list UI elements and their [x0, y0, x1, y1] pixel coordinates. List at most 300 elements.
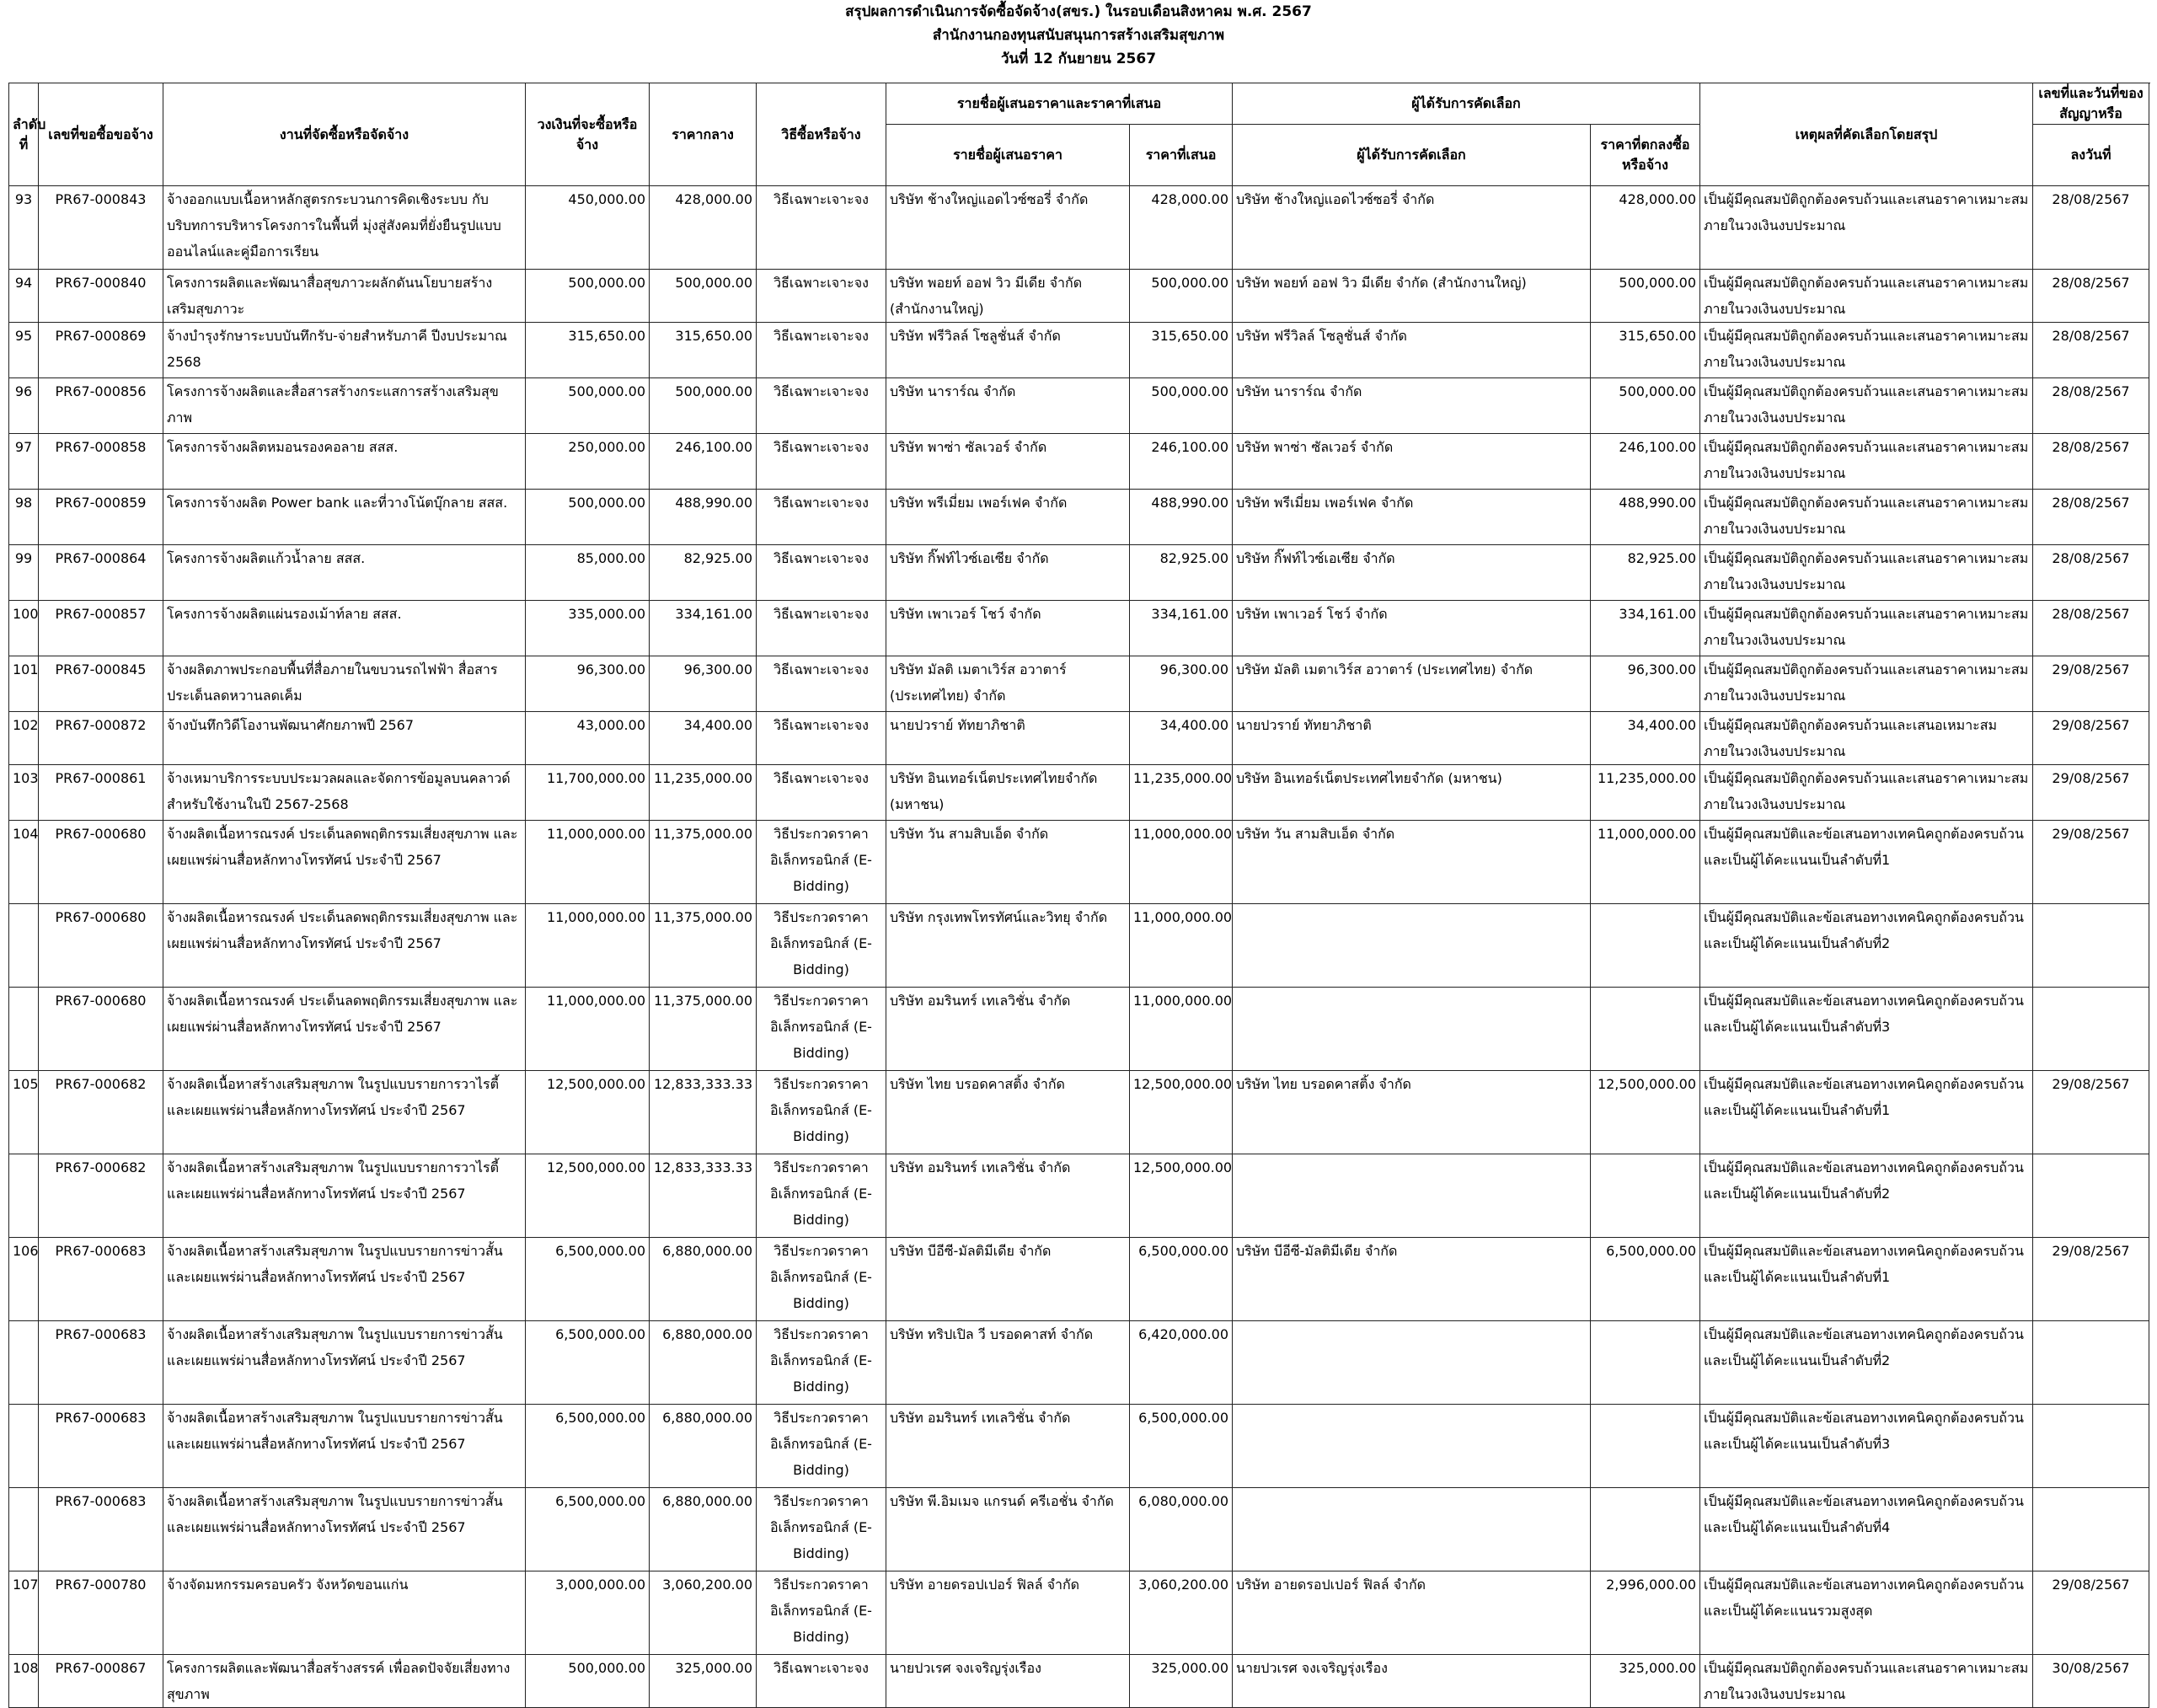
cell-agreed-price: 334,161.00: [1591, 601, 1700, 656]
cell-work: จ้างจัดมหกรรมครอบครัว จังหวัดขอนแก่น: [163, 1571, 526, 1655]
cell-bid-price: 6,500,000.00: [1130, 1238, 1233, 1321]
cell-no: [9, 904, 39, 988]
cell-bid-price: 6,080,000.00: [1130, 1488, 1233, 1571]
cell-median-price: 96,300.00: [650, 656, 757, 712]
cell-pr-number: PR67-000843: [39, 186, 163, 270]
cell-agreed-price: 82,925.00: [1591, 545, 1700, 601]
cell-no: [9, 1405, 39, 1488]
cell-work: จ้างผลิตเนื้อหารณรงค์ ประเด็นลดพฤติกรรมเสี่ยงสุขภาพ และเผยแพร่ผ่านสื่อหลักทางโทรทัศน์ ประจำปี 2567: [163, 904, 526, 988]
header-winner: ผู้ได้รับการคัดเลือก: [1233, 125, 1591, 186]
cell-budget: 500,000.00: [526, 490, 650, 545]
cell-budget: 500,000.00: [526, 270, 650, 323]
header-median: ราคากลาง: [650, 83, 757, 186]
cell-pr-number: PR67-000858: [39, 434, 163, 490]
cell-work: จ้างผลิตเนื้อหาสร้างเสริมสุขภาพ ในรูปแบบรายการข่าวสั้นและเผยแพร่ผ่านสื่อหลักทางโทรทัศน์ ประจำปี 2567: [163, 1321, 526, 1405]
cell-agreed-price: 246,100.00: [1591, 434, 1700, 490]
cell-contract-date: 29/08/2567: [2033, 656, 2149, 712]
cell-reason: เป็นผู้มีคุณสมบัติและข้อเสนอทางเทคนิคถูกต้องครบถ้วนและเป็นผู้ได้คะแนนเป็นลำดับที่1: [1700, 1238, 2033, 1321]
table-row: [9, 712, 2149, 765]
report-title: สรุปผลการดำเนินการจัดซื้อจัดจ้าง(สขร.) ในรอบเดือนสิงหาคม พ.ศ. 2567: [845, 3, 1312, 20]
cell-reason: เป็นผู้มีคุณสมบัติถูกต้องครบถ้วนและเสนอราคาเหมาะสมภายในวงเงินงบประมาณ: [1700, 270, 2033, 323]
cell-bidder: บริษัท ทริปเปิล วี บรอดคาสท์ จำกัด: [886, 1321, 1130, 1405]
cell-bidder: บริษัท บีอีซี-มัลติมีเดีย จำกัด: [886, 1238, 1130, 1321]
cell-work: โครงการผลิตและพัฒนาสื่อสร้างสรรค์ เพื่อลดปัจจัยเสี่ยงทางสุขภาพ: [163, 1655, 526, 1708]
cell-bid-price: 34,400.00: [1130, 712, 1233, 765]
cell-bid-price: 11,235,000.00: [1130, 765, 1233, 821]
cell-work: จ้างผลิตเนื้อหาสร้างเสริมสุขภาพ ในรูปแบบรายการข่าวสั้นและเผยแพร่ผ่านสื่อหลักทางโทรทัศน์ ประจำปี 2567: [163, 1488, 526, 1571]
cell-reason: เป็นผู้มีคุณสมบัติถูกต้องครบถ้วนและเสนอเหมาะสมภายในวงเงินงบประมาณ: [1700, 712, 2033, 765]
cell-bidder: บริษัท กรุงเทพโทรทัศน์และวิทยุ จำกัด: [886, 904, 1130, 988]
cell-pr-number: PR67-000780: [39, 1571, 163, 1655]
table-row: [9, 765, 2149, 821]
cell-median-price: 11,375,000.00: [650, 821, 757, 904]
cell-budget: 6,500,000.00: [526, 1405, 650, 1488]
cell-reason: เป็นผู้มีคุณสมบัติและข้อเสนอทางเทคนิคถูกต้องครบถ้วนและเป็นผู้ได้คะแนนเป็นลำดับที่2: [1700, 1321, 2033, 1405]
cell-budget: 315,650.00: [526, 323, 650, 378]
cell-no: 98: [9, 490, 39, 545]
cell-median-price: 334,161.00: [650, 601, 757, 656]
cell-bid-price: 6,420,000.00: [1130, 1321, 1233, 1405]
cell-budget: 335,000.00: [526, 601, 650, 656]
cell-bidder: นายปวราย์ ทัทยาภิชาติ: [886, 712, 1130, 765]
cell-reason: เป็นผู้มีคุณสมบัติถูกต้องครบถ้วนและเสนอราคาเหมาะสมภายในวงเงินงบประมาณ: [1700, 434, 2033, 490]
cell-winner: [1233, 988, 1591, 1071]
cell-no: 105: [9, 1071, 39, 1154]
report-date: วันที่ 12 กันยายน 2567: [1000, 51, 1157, 67]
cell-bid-price: 82,925.00: [1130, 545, 1233, 601]
cell-reason: เป็นผู้มีคุณสมบัติถูกต้องครบถ้วนและเสนอราคาเหมาะสมภายในวงเงินงบประมาณ: [1700, 765, 2033, 821]
cell-budget: 450,000.00: [526, 186, 650, 270]
cell-contract-date: 29/08/2567: [2033, 1238, 2149, 1321]
cell-method: วิธีประกวดราคาอิเล็กทรอนิกส์ (E-Bidding): [757, 1488, 886, 1571]
cell-reason: เป็นผู้มีคุณสมบัติถูกต้องครบถ้วนและเสนอราคาเหมาะสมภายในวงเงินงบประมาณ: [1700, 323, 2033, 378]
cell-pr-number: PR67-000857: [39, 601, 163, 656]
cell-median-price: 12,833,333.33: [650, 1154, 757, 1238]
table-row: [9, 821, 2149, 904]
cell-pr-number: PR67-000856: [39, 378, 163, 434]
cell-bidder: นายปวเรศ จงเจริญรุ่งเรือง: [886, 1655, 1130, 1708]
cell-budget: 6,500,000.00: [526, 1321, 650, 1405]
header-no: ลำดับที่: [9, 83, 39, 186]
cell-reason: เป็นผู้มีคุณสมบัติถูกต้องครบถ้วนและเสนอราคาเหมาะสมภายในวงเงินงบประมาณ: [1700, 186, 2033, 270]
cell-work: จ้างออกแบบเนื้อหาหลักสูตรกระบวนการคิดเชิงระบบ กับบริบทการบริหารโครงการในพื้นที่ มุ่งสู่สังคมที่ยั่งยืนรูปแบบออนไลน์และคู่มือการเรียน: [163, 186, 526, 270]
cell-median-price: 82,925.00: [650, 545, 757, 601]
cell-winner: [1233, 1154, 1591, 1238]
cell-reason: เป็นผู้มีคุณสมบัติและข้อเสนอทางเทคนิคถูกต้องครบถ้วนและเป็นผู้ได้คะแนนเป็นลำดับที่3: [1700, 988, 2033, 1071]
cell-reason: เป็นผู้มีคุณสมบัติถูกต้องครบถ้วนและเสนอราคาเหมาะสมภายในวงเงินงบประมาณ: [1700, 656, 2033, 712]
cell-budget: 11,000,000.00: [526, 904, 650, 988]
cell-method: วิธีเฉพาะเจาะจง: [757, 323, 886, 378]
cell-bidder: บริษัท เพาเวอร์ โชว์ จำกัด: [886, 601, 1130, 656]
cell-no: 106: [9, 1238, 39, 1321]
cell-agreed-price: 34,400.00: [1591, 712, 1700, 765]
cell-winner: [1233, 1405, 1591, 1488]
cell-method: วิธีประกวดราคาอิเล็กทรอนิกส์ (E-Bidding): [757, 1321, 886, 1405]
cell-budget: 6,500,000.00: [526, 1488, 650, 1571]
cell-median-price: 315,650.00: [650, 323, 757, 378]
cell-winner: บริษัท มัลติ เมตาเวิร์ส อวาตาร์ (ประเทศไทย) จำกัด: [1233, 656, 1591, 712]
cell-budget: 11,000,000.00: [526, 821, 650, 904]
cell-work: จ้างผลิตเนื้อหารณรงค์ ประเด็นลดพฤติกรรมเสี่ยงสุขภาพ และเผยแพร่ผ่านสื่อหลักทางโทรทัศน์ ประจำปี 2567: [163, 988, 526, 1071]
header-reason: เหตุผลที่คัดเลือกโดยสรุป: [1700, 83, 2033, 186]
table-row: [9, 1655, 2149, 1708]
cell-agreed-price: 2,996,000.00: [1591, 1571, 1700, 1655]
cell-winner: บริษัท อายดรอปเปอร์ ฟิลล์ จำกัด: [1233, 1571, 1591, 1655]
cell-winner: บริษัท เพาเวอร์ โชว์ จำกัด: [1233, 601, 1591, 656]
cell-method: วิธีเฉพาะเจาะจง: [757, 1655, 886, 1708]
cell-contract-date: [2033, 1488, 2149, 1571]
cell-pr-number: PR67-000683: [39, 1488, 163, 1571]
table-row: [9, 904, 2149, 988]
cell-median-price: 488,990.00: [650, 490, 757, 545]
cell-bidder: บริษัท ช้างใหญ่แอดไวซ์ซอรี่ จำกัด: [886, 186, 1130, 270]
cell-agreed-price: [1591, 1405, 1700, 1488]
document-header: [0, 0, 2157, 71]
cell-contract-date: 28/08/2567: [2033, 378, 2149, 434]
cell-pr-number: PR67-000840: [39, 270, 163, 323]
table-row: [9, 1488, 2149, 1571]
cell-reason: เป็นผู้มีคุณสมบัติถูกต้องครบถ้วนและเสนอราคาเหมาะสมภายในวงเงินงบประมาณ: [1700, 545, 2033, 601]
cell-winner: บริษัท พรีเมี่ยม เพอร์เฟค จำกัด: [1233, 490, 1591, 545]
cell-contract-date: 29/08/2567: [2033, 1071, 2149, 1154]
cell-no: 94: [9, 270, 39, 323]
cell-reason: เป็นผู้มีคุณสมบัติและข้อเสนอทางเทคนิคถูกต้องครบถ้วนและเป็นผู้ได้คะแนนเป็นลำดับที่2: [1700, 904, 2033, 988]
table-row: [9, 601, 2149, 656]
cell-bid-price: 325,000.00: [1130, 1655, 1233, 1708]
cell-pr-number: PR67-000845: [39, 656, 163, 712]
cell-bidder: บริษัท พรีเมี่ยม เพอร์เฟค จำกัด: [886, 490, 1130, 545]
cell-method: วิธีเฉพาะเจาะจง: [757, 270, 886, 323]
cell-pr-number: PR67-000683: [39, 1321, 163, 1405]
cell-budget: 11,000,000.00: [526, 988, 650, 1071]
table-row: [9, 1154, 2149, 1238]
cell-method: วิธีประกวดราคาอิเล็กทรอนิกส์ (E-Bidding): [757, 1071, 886, 1154]
header-contract-date: ลงวันที่: [2033, 125, 2149, 186]
cell-agreed-price: 11,235,000.00: [1591, 765, 1700, 821]
cell-median-price: 246,100.00: [650, 434, 757, 490]
cell-winner: บริษัท อินเทอร์เน็ตประเทศไทยจำกัด (มหาชน): [1233, 765, 1591, 821]
cell-work: จ้างผลิตเนื้อหารณรงค์ ประเด็นลดพฤติกรรมเสี่ยงสุขภาพ และเผยแพร่ผ่านสื่อหลักทางโทรทัศน์ ประจำปี 2567: [163, 821, 526, 904]
cell-work: จ้างผลิตเนื้อหาสร้างเสริมสุขภาพ ในรูปแบบรายการวาไรตี้ และเผยแพร่ผ่านสื่อหลักทางโทรทัศน์ ประจำปี 2567: [163, 1154, 526, 1238]
cell-bidder: บริษัท อมรินทร์ เทเลวิชั่น จำกัด: [886, 988, 1130, 1071]
cell-bid-price: 96,300.00: [1130, 656, 1233, 712]
cell-budget: 6,500,000.00: [526, 1238, 650, 1321]
cell-method: วิธีเฉพาะเจาะจง: [757, 378, 886, 434]
cell-pr-number: PR67-000680: [39, 821, 163, 904]
cell-no: 93: [9, 186, 39, 270]
cell-winner: บริษัท พาซ่า ซัลเวอร์ จำกัด: [1233, 434, 1591, 490]
cell-reason: เป็นผู้มีคุณสมบัติถูกต้องครบถ้วนและเสนอราคาเหมาะสมภายในวงเงินงบประมาณ: [1700, 378, 2033, 434]
table-body: [9, 186, 2149, 1708]
cell-no: 97: [9, 434, 39, 490]
cell-no: 99: [9, 545, 39, 601]
cell-budget: 96,300.00: [526, 656, 650, 712]
cell-work: จ้างผลิตภาพประกอบพื้นที่สื่อภายในขบวนรถไฟฟ้า สื่อสารประเด็นลดหวานลดเค็ม: [163, 656, 526, 712]
cell-contract-date: 28/08/2567: [2033, 434, 2149, 490]
cell-reason: เป็นผู้มีคุณสมบัติและข้อเสนอทางเทคนิคถูกต้องครบถ้วนและเป็นผู้ได้คะแนนเป็นลำดับที่2: [1700, 1154, 2033, 1238]
cell-reason: เป็นผู้มีคุณสมบัติและข้อเสนอทางเทคนิคถูกต้องครบถ้วนและเป็นผู้ได้คะแนนรวมสูงสุด: [1700, 1571, 2033, 1655]
cell-median-price: 3,060,200.00: [650, 1571, 757, 1655]
table-row: [9, 988, 2149, 1071]
cell-pr-number: PR67-000867: [39, 1655, 163, 1708]
cell-reason: เป็นผู้มีคุณสมบัติและข้อเสนอทางเทคนิคถูกต้องครบถ้วนและเป็นผู้ได้คะแนนเป็นลำดับที่4: [1700, 1488, 2033, 1571]
cell-bid-price: 12,500,000.00: [1130, 1071, 1233, 1154]
cell-bidder: บริษัท พาซ่า ซัลเวอร์ จำกัด: [886, 434, 1130, 490]
cell-work: โครงการผลิตและพัฒนาสื่อสุขภาวะผลักดันนโยบายสร้างเสริมสุขภาวะ: [163, 270, 526, 323]
cell-method: วิธีเฉพาะเจาะจง: [757, 712, 886, 765]
cell-median-price: 12,833,333.33: [650, 1071, 757, 1154]
cell-pr-number: PR67-000859: [39, 490, 163, 545]
cell-budget: 85,000.00: [526, 545, 650, 601]
cell-agreed-price: 500,000.00: [1591, 378, 1700, 434]
cell-median-price: 6,880,000.00: [650, 1405, 757, 1488]
cell-pr-number: PR67-000872: [39, 712, 163, 765]
cell-method: วิธีประกวดราคาอิเล็กทรอนิกส์ (E-Bidding): [757, 1405, 886, 1488]
table-row: [9, 1321, 2149, 1405]
cell-pr-number: PR67-000869: [39, 323, 163, 378]
cell-winner: บริษัท ช้างใหญ่แอดไวซ์ซอรี่ จำกัด: [1233, 186, 1591, 270]
cell-winner: [1233, 904, 1591, 988]
cell-pr-number: PR67-000683: [39, 1238, 163, 1321]
cell-bid-price: 11,000,000.00: [1130, 988, 1233, 1071]
cell-bid-price: 428,000.00: [1130, 186, 1233, 270]
cell-bid-price: 334,161.00: [1130, 601, 1233, 656]
cell-agreed-price: [1591, 1488, 1700, 1571]
table-row: [9, 1238, 2149, 1321]
cell-budget: 250,000.00: [526, 434, 650, 490]
cell-bid-price: 11,000,000.00: [1130, 904, 1233, 988]
cell-contract-date: 29/08/2567: [2033, 765, 2149, 821]
cell-bid-price: 500,000.00: [1130, 270, 1233, 323]
cell-bidder: บริษัท วัน สามสิบเอ็ด จำกัด: [886, 821, 1130, 904]
cell-median-price: 34,400.00: [650, 712, 757, 765]
cell-no: 104: [9, 821, 39, 904]
header-bidders-group: รายชื่อผู้เสนอราคาและราคาที่เสนอ: [886, 83, 1233, 125]
cell-winner: บริษัท ไทย บรอดคาสติ้ง จำกัด: [1233, 1071, 1591, 1154]
cell-work: จ้างผลิตเนื้อหาสร้างเสริมสุขภาพ ในรูปแบบรายการวาไรตี้ และเผยแพร่ผ่านสื่อหลักทางโทรทัศน์ ประจำปี 2567: [163, 1071, 526, 1154]
cell-pr-number: PR67-000683: [39, 1405, 163, 1488]
cell-contract-date: 28/08/2567: [2033, 270, 2149, 323]
cell-agreed-price: 488,990.00: [1591, 490, 1700, 545]
cell-work: โครงการจ้างผลิตแก้วน้ำลาย สสส.: [163, 545, 526, 601]
cell-no: [9, 1321, 39, 1405]
cell-reason: เป็นผู้มีคุณสมบัติถูกต้องครบถ้วนและเสนอราคาเหมาะสมภายในวงเงินงบประมาณ: [1700, 601, 2033, 656]
header-winner-group: ผู้ได้รับการคัดเลือก: [1233, 83, 1700, 125]
cell-median-price: 11,375,000.00: [650, 988, 757, 1071]
cell-agreed-price: 12,500,000.00: [1591, 1071, 1700, 1154]
cell-work: โครงการจ้างผลิตและสื่อสารสร้างกระแสการสร้างเสริมสุขภาพ: [163, 378, 526, 434]
cell-agreed-price: 428,000.00: [1591, 186, 1700, 270]
cell-winner: นายปวเรศ จงเจริญรุ่งเรือง: [1233, 1655, 1591, 1708]
cell-no: 107: [9, 1571, 39, 1655]
cell-method: วิธีเฉพาะเจาะจง: [757, 490, 886, 545]
cell-work: จ้างบันทึกวิดีโองานพัฒนาศักยภาพปี 2567: [163, 712, 526, 765]
cell-reason: เป็นผู้มีคุณสมบัติถูกต้องครบถ้วนและเสนอราคาเหมาะสมภายในวงเงินงบประมาณ: [1700, 490, 2033, 545]
cell-agreed-price: [1591, 988, 1700, 1071]
cell-budget: 11,700,000.00: [526, 765, 650, 821]
cell-median-price: 428,000.00: [650, 186, 757, 270]
cell-median-price: 6,880,000.00: [650, 1488, 757, 1571]
cell-reason: เป็นผู้มีคุณสมบัติและข้อเสนอทางเทคนิคถูกต้องครบถ้วนและเป็นผู้ได้คะแนนเป็นลำดับที่1: [1700, 1071, 2033, 1154]
cell-bidder: บริษัท พี.อิมเมจ แกรนด์ ครีเอชั่น จำกัด: [886, 1488, 1130, 1571]
cell-no: 102: [9, 712, 39, 765]
cell-contract-date: [2033, 988, 2149, 1071]
cell-pr-number: PR67-000864: [39, 545, 163, 601]
cell-reason: เป็นผู้มีคุณสมบัติถูกต้องครบถ้วนและเสนอราคาเหมาะสมภายในวงเงินงบประมาณ: [1700, 1655, 2033, 1708]
table-row: [9, 1071, 2149, 1154]
cell-contract-date: 29/08/2567: [2033, 821, 2149, 904]
cell-bidder: บริษัท ไทย บรอดคาสติ้ง จำกัด: [886, 1071, 1130, 1154]
cell-pr-number: PR67-000680: [39, 988, 163, 1071]
cell-winner: [1233, 1488, 1591, 1571]
cell-bid-price: 6,500,000.00: [1130, 1405, 1233, 1488]
cell-contract-date: 30/08/2567: [2033, 1655, 2149, 1708]
cell-winner: บริษัท ฟรีวิลล์ โซลูชั่นส์ จำกัด: [1233, 323, 1591, 378]
cell-bidder: บริษัท ฟรีวิลล์ โซลูชั่นส์ จำกัด: [886, 323, 1130, 378]
cell-budget: 12,500,000.00: [526, 1154, 650, 1238]
organization-name: สำนักงานกองทุนสนับสนุนการสร้างเสริมสุขภาพ: [932, 27, 1225, 44]
cell-bid-price: 500,000.00: [1130, 378, 1233, 434]
cell-budget: 3,000,000.00: [526, 1571, 650, 1655]
cell-budget: 43,000.00: [526, 712, 650, 765]
cell-contract-date: [2033, 1154, 2149, 1238]
table-row: [9, 434, 2149, 490]
cell-no: [9, 1488, 39, 1571]
cell-work: โครงการจ้างผลิตหมอนรองคอลาย สสส.: [163, 434, 526, 490]
header-bid-price: ราคาที่เสนอ: [1130, 125, 1233, 186]
cell-bid-price: 11,000,000.00: [1130, 821, 1233, 904]
cell-no: 103: [9, 765, 39, 821]
cell-agreed-price: [1591, 904, 1700, 988]
cell-work: จ้างผลิตเนื้อหาสร้างเสริมสุขภาพ ในรูปแบบรายการข่าวสั้นและเผยแพร่ผ่านสื่อหลักทางโทรทัศน์ ประจำปี 2567: [163, 1405, 526, 1488]
procurement-table: [8, 83, 2149, 1708]
cell-agreed-price: 96,300.00: [1591, 656, 1700, 712]
table-row: [9, 323, 2149, 378]
cell-bid-price: 246,100.00: [1130, 434, 1233, 490]
cell-bid-price: 3,060,200.00: [1130, 1571, 1233, 1655]
cell-method: วิธีเฉพาะเจาะจง: [757, 601, 886, 656]
cell-agreed-price: [1591, 1154, 1700, 1238]
cell-no: 108: [9, 1655, 39, 1708]
cell-agreed-price: 500,000.00: [1591, 270, 1700, 323]
cell-winner: บริษัท กิ๊ฟท์ไวซ์เอเซีย จำกัด: [1233, 545, 1591, 601]
header-row-top: [9, 83, 2149, 125]
cell-method: วิธีเฉพาะเจาะจง: [757, 656, 886, 712]
cell-method: วิธีประกวดราคาอิเล็กทรอนิกส์ (E-Bidding): [757, 988, 886, 1071]
cell-contract-date: [2033, 1405, 2149, 1488]
table-row: [9, 656, 2149, 712]
cell-no: [9, 988, 39, 1071]
cell-no: [9, 1154, 39, 1238]
cell-budget: 500,000.00: [526, 1655, 650, 1708]
cell-median-price: 500,000.00: [650, 270, 757, 323]
table-row: [9, 270, 2149, 323]
cell-bidder: บริษัท อมรินทร์ เทเลวิชั่น จำกัด: [886, 1405, 1130, 1488]
cell-winner: บริษัท พอยท์ ออฟ วิว มีเดีย จำกัด (สำนักงานใหญ่): [1233, 270, 1591, 323]
header-method: วิธีซื้อหรือจ้าง: [757, 83, 886, 186]
cell-contract-date: 28/08/2567: [2033, 545, 2149, 601]
cell-method: วิธีเฉพาะเจาะจง: [757, 545, 886, 601]
cell-contract-date: 28/08/2567: [2033, 323, 2149, 378]
header-work: งานที่จัดซื้อหรือจัดจ้าง: [163, 83, 526, 186]
cell-method: วิธีประกวดราคาอิเล็กทรอนิกส์ (E-Bidding): [757, 1571, 886, 1655]
cell-winner: บริษัท นาราร์ณ จำกัด: [1233, 378, 1591, 434]
cell-contract-date: 28/08/2567: [2033, 186, 2149, 270]
cell-median-price: 11,375,000.00: [650, 904, 757, 988]
cell-budget: 12,500,000.00: [526, 1071, 650, 1154]
cell-bid-price: 315,650.00: [1130, 323, 1233, 378]
cell-no: 95: [9, 323, 39, 378]
cell-median-price: 500,000.00: [650, 378, 757, 434]
table-row: [9, 545, 2149, 601]
cell-method: วิธีเฉพาะเจาะจง: [757, 186, 886, 270]
cell-winner: บริษัท วัน สามสิบเอ็ด จำกัด: [1233, 821, 1591, 904]
cell-method: วิธีประกวดราคาอิเล็กทรอนิกส์ (E-Bidding): [757, 1154, 886, 1238]
cell-method: วิธีเฉพาะเจาะจง: [757, 434, 886, 490]
cell-no: 100: [9, 601, 39, 656]
table-row: [9, 186, 2149, 270]
cell-bidder: บริษัท กิ๊ฟท์ไวซ์เอเซีย จำกัด: [886, 545, 1130, 601]
cell-winner: นายปวราย์ ทัทยาภิชาติ: [1233, 712, 1591, 765]
header-agreed-price: ราคาที่ตกลงซื้อหรือจ้าง: [1591, 125, 1700, 186]
cell-reason: เป็นผู้มีคุณสมบัติและข้อเสนอทางเทคนิคถูกต้องครบถ้วนและเป็นผู้ได้คะแนนเป็นลำดับที่3: [1700, 1405, 2033, 1488]
cell-bidder: บริษัท มัลติ เมตาเวิร์ส อวาตาร์ (ประเทศไทย) จำกัด: [886, 656, 1130, 712]
cell-bidder: บริษัท อินเทอร์เน็ตประเทศไทยจำกัด (มหาชน): [886, 765, 1130, 821]
cell-bidder: บริษัท อมรินทร์ เทเลวิชั่น จำกัด: [886, 1154, 1130, 1238]
cell-winner: บริษัท บีอีซี-มัลติมีเดีย จำกัด: [1233, 1238, 1591, 1321]
cell-median-price: 6,880,000.00: [650, 1321, 757, 1405]
cell-pr-number: PR67-000861: [39, 765, 163, 821]
header-contract-group: เลขที่และวันที่ของสัญญาหรือ: [2033, 83, 2149, 125]
cell-bidder: บริษัท พอยท์ ออฟ วิว มีเดีย จำกัด (สำนักงานใหญ่): [886, 270, 1130, 323]
cell-agreed-price: 11,000,000.00: [1591, 821, 1700, 904]
cell-contract-date: [2033, 904, 2149, 988]
cell-agreed-price: 6,500,000.00: [1591, 1238, 1700, 1321]
cell-work: โครงการจ้างผลิต Power bank และที่วางโน้ตบุ๊กลาย สสส.: [163, 490, 526, 545]
cell-pr-number: PR67-000680: [39, 904, 163, 988]
header-bidder: รายชื่อผู้เสนอราคา: [886, 125, 1130, 186]
cell-reason: เป็นผู้มีคุณสมบัติและข้อเสนอทางเทคนิคถูกต้องครบถ้วนและเป็นผู้ได้คะแนนเป็นลำดับที่1: [1700, 821, 2033, 904]
cell-contract-date: 28/08/2567: [2033, 490, 2149, 545]
cell-no: 96: [9, 378, 39, 434]
cell-agreed-price: [1591, 1321, 1700, 1405]
cell-budget: 500,000.00: [526, 378, 650, 434]
cell-work: จ้างเหมาบริการระบบประมวลผลและจัดการข้อมูลบนคลาวด์ สำหรับใช้งานในปี 2567-2568: [163, 765, 526, 821]
table-row: [9, 378, 2149, 434]
cell-bidder: บริษัท อายดรอปเปอร์ ฟิลล์ จำกัด: [886, 1571, 1130, 1655]
cell-work: จ้างบำรุงรักษาระบบบันทึกรับ-จ่ายสำหรับภาคี ปีงบประมาณ 2568: [163, 323, 526, 378]
cell-pr-number: PR67-000682: [39, 1154, 163, 1238]
table-row: [9, 1405, 2149, 1488]
cell-method: วิธีเฉพาะเจาะจง: [757, 765, 886, 821]
header-pr: เลขที่ขอซื้อขอจ้าง: [39, 83, 163, 186]
cell-pr-number: PR67-000682: [39, 1071, 163, 1154]
header-budget: วงเงินที่จะซื้อหรือจ้าง: [526, 83, 650, 186]
cell-bid-price: 488,990.00: [1130, 490, 1233, 545]
cell-median-price: 325,000.00: [650, 1655, 757, 1708]
cell-agreed-price: 325,000.00: [1591, 1655, 1700, 1708]
cell-work: โครงการจ้างผลิตแผ่นรองเม้าท์ลาย สสส.: [163, 601, 526, 656]
cell-no: 101: [9, 656, 39, 712]
table-row: [9, 1571, 2149, 1655]
cell-method: วิธีประกวดราคาอิเล็กทรอนิกส์ (E-Bidding): [757, 1238, 886, 1321]
cell-median-price: 11,235,000.00: [650, 765, 757, 821]
cell-contract-date: [2033, 1321, 2149, 1405]
cell-contract-date: 29/08/2567: [2033, 712, 2149, 765]
cell-median-price: 6,880,000.00: [650, 1238, 757, 1321]
cell-agreed-price: 315,650.00: [1591, 323, 1700, 378]
table-row: [9, 490, 2149, 545]
